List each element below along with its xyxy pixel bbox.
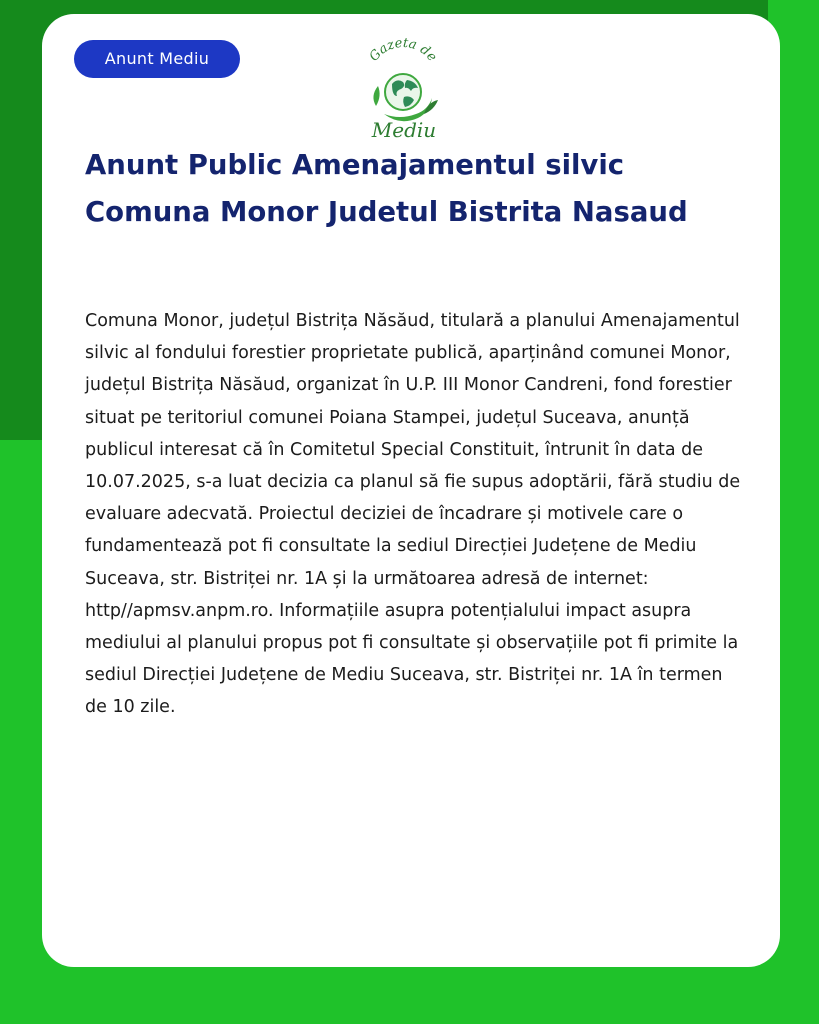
article-body: Comuna Monor, județul Bistrița Năsăud, titulară a planului Amenajamentul silvic al fondului forestier proprietate publică, aparținând comunei Monor, județul Bistrița Năsăud, organizat în U.P. III Monor Candreni, fond forestier situat pe teritoriul comunei Poiana Stampei, județul Suceava, anunță publicul interesat că în Comitetul Special Constituit, întrunit în data de 10.07.2025, s-a luat decizia ca planul să fie supus adoptării, fără studiu de evaluare adecvată. Proiectul deciziei de încadrare și motivele care o fundamentează pot fi consultate la sediul Direcției Județene de Mediu Suceava, str. Bistriței nr. 1A și la următoarea adresă de internet: http//apmsv.anpm.ro. Informațiile asupra potențialului impact asupra mediului al planului propus pot fi consultate și observațiile pot fi primite la sediul Direcției Județene de Mediu Suceava, str. Bistriței nr. 1A în termen de 10 zile. [85, 311, 741, 718]
gazeta-de-mediu-logo [354, 34, 452, 146]
article-title: Anunt Public Amenajamentul silvic Comuna Monor Judetul Bistrita Nasaud [85, 149, 688, 228]
logo-text-bottom: Mediu [371, 118, 437, 142]
announcement-card [42, 14, 780, 967]
category-badge: Anunt Mediu [74, 40, 240, 78]
globe-icon [385, 74, 421, 110]
logo-text-top: Gazeta de [366, 35, 440, 65]
